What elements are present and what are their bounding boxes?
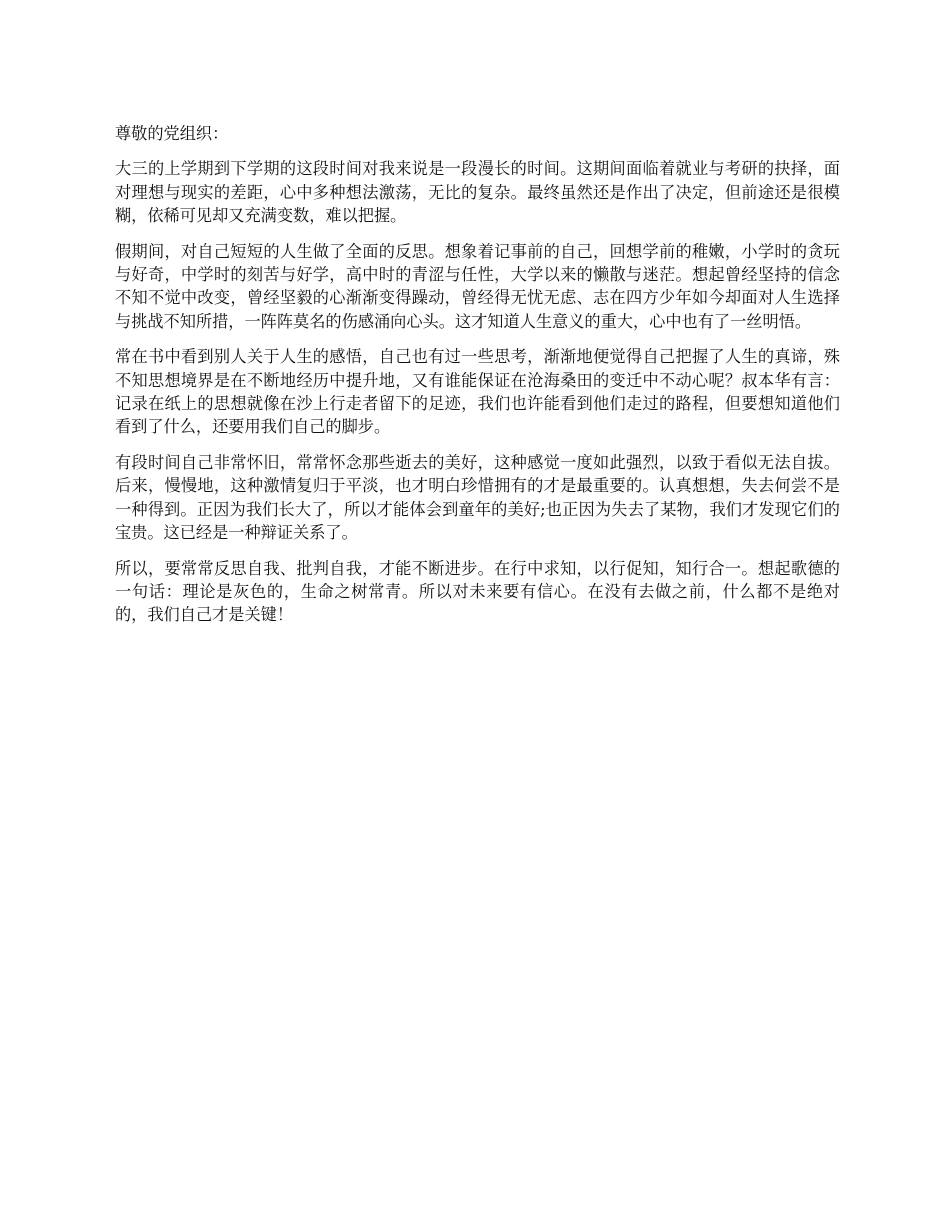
paragraph-5: 所以，要常常反思自我、批判自我，才能不断进步。在行中求知，以行促知，知行合一。想起歌德的一句话：理论是灰色的，生命之树常青。所以对未来要有信心。在没有去做之前，什么都不是绝对的，我们自己才是关键！	[115, 558, 840, 625]
paragraph-4: 有段时间自己非常怀旧，常常怀念那些逝去的美好，这种感觉一度如此强烈，以致于看似无法自拔。后来，慢慢地，这种激情复归于平淡，也才明白珍惜拥有的才是最重要的。认真想想，失去何尝不是一种得到。正因为我们长大了，所以才能体会到童年的美好;也正因为失去了某物，我们才发现它们的宝贵。这已经是一种辩证关系了。	[115, 452, 840, 543]
paragraph-1: 大三的上学期到下学期的这段时间对我来说是一段漫长的时间。这期间面临着就业与考研的抉择，面对理想与现实的差距，心中多种想法激荡，无比的复杂。最终虽然还是作出了决定，但前途还是很模糊，依稀可见却又充满变数，难以把握。	[115, 159, 840, 226]
paragraph-3: 常在书中看到别人关于人生的感悟，自己也有过一些思考，渐渐地便觉得自己把握了人生的真谛，殊不知思想境界是在不断地经历中提升地，又有谁能保证在沧海桑田的变迁中不动心呢？叔本华有言：记录在纸上的思想就像在沙上行走者留下的足迹，我们也许能看到他们走过的路程，但要想知道他们看到了什么，还要用我们自己的脚步。	[115, 347, 840, 437]
salutation: 尊敬的党组织：	[115, 124, 229, 143]
paragraph-2: 假期间，对自己短短的人生做了全面的反思。想象着记事前的自己，回想学前的稚嫩，小学时的贪玩与好奇，中学时的刻苦与好学，高中时的青涩与任性，大学以来的懒散与迷茫。想起曾经坚持的信念不知不觉中改变，曾经坚毅的心渐渐变得躁动，曾经得无忧无虑、志在四方少年如今却面对人生选择与挑战不知所措，一阵阵莫名的伤感涌向心头。这才知道人生意义的重大，心中也有了一丝明悟。	[115, 241, 840, 331]
